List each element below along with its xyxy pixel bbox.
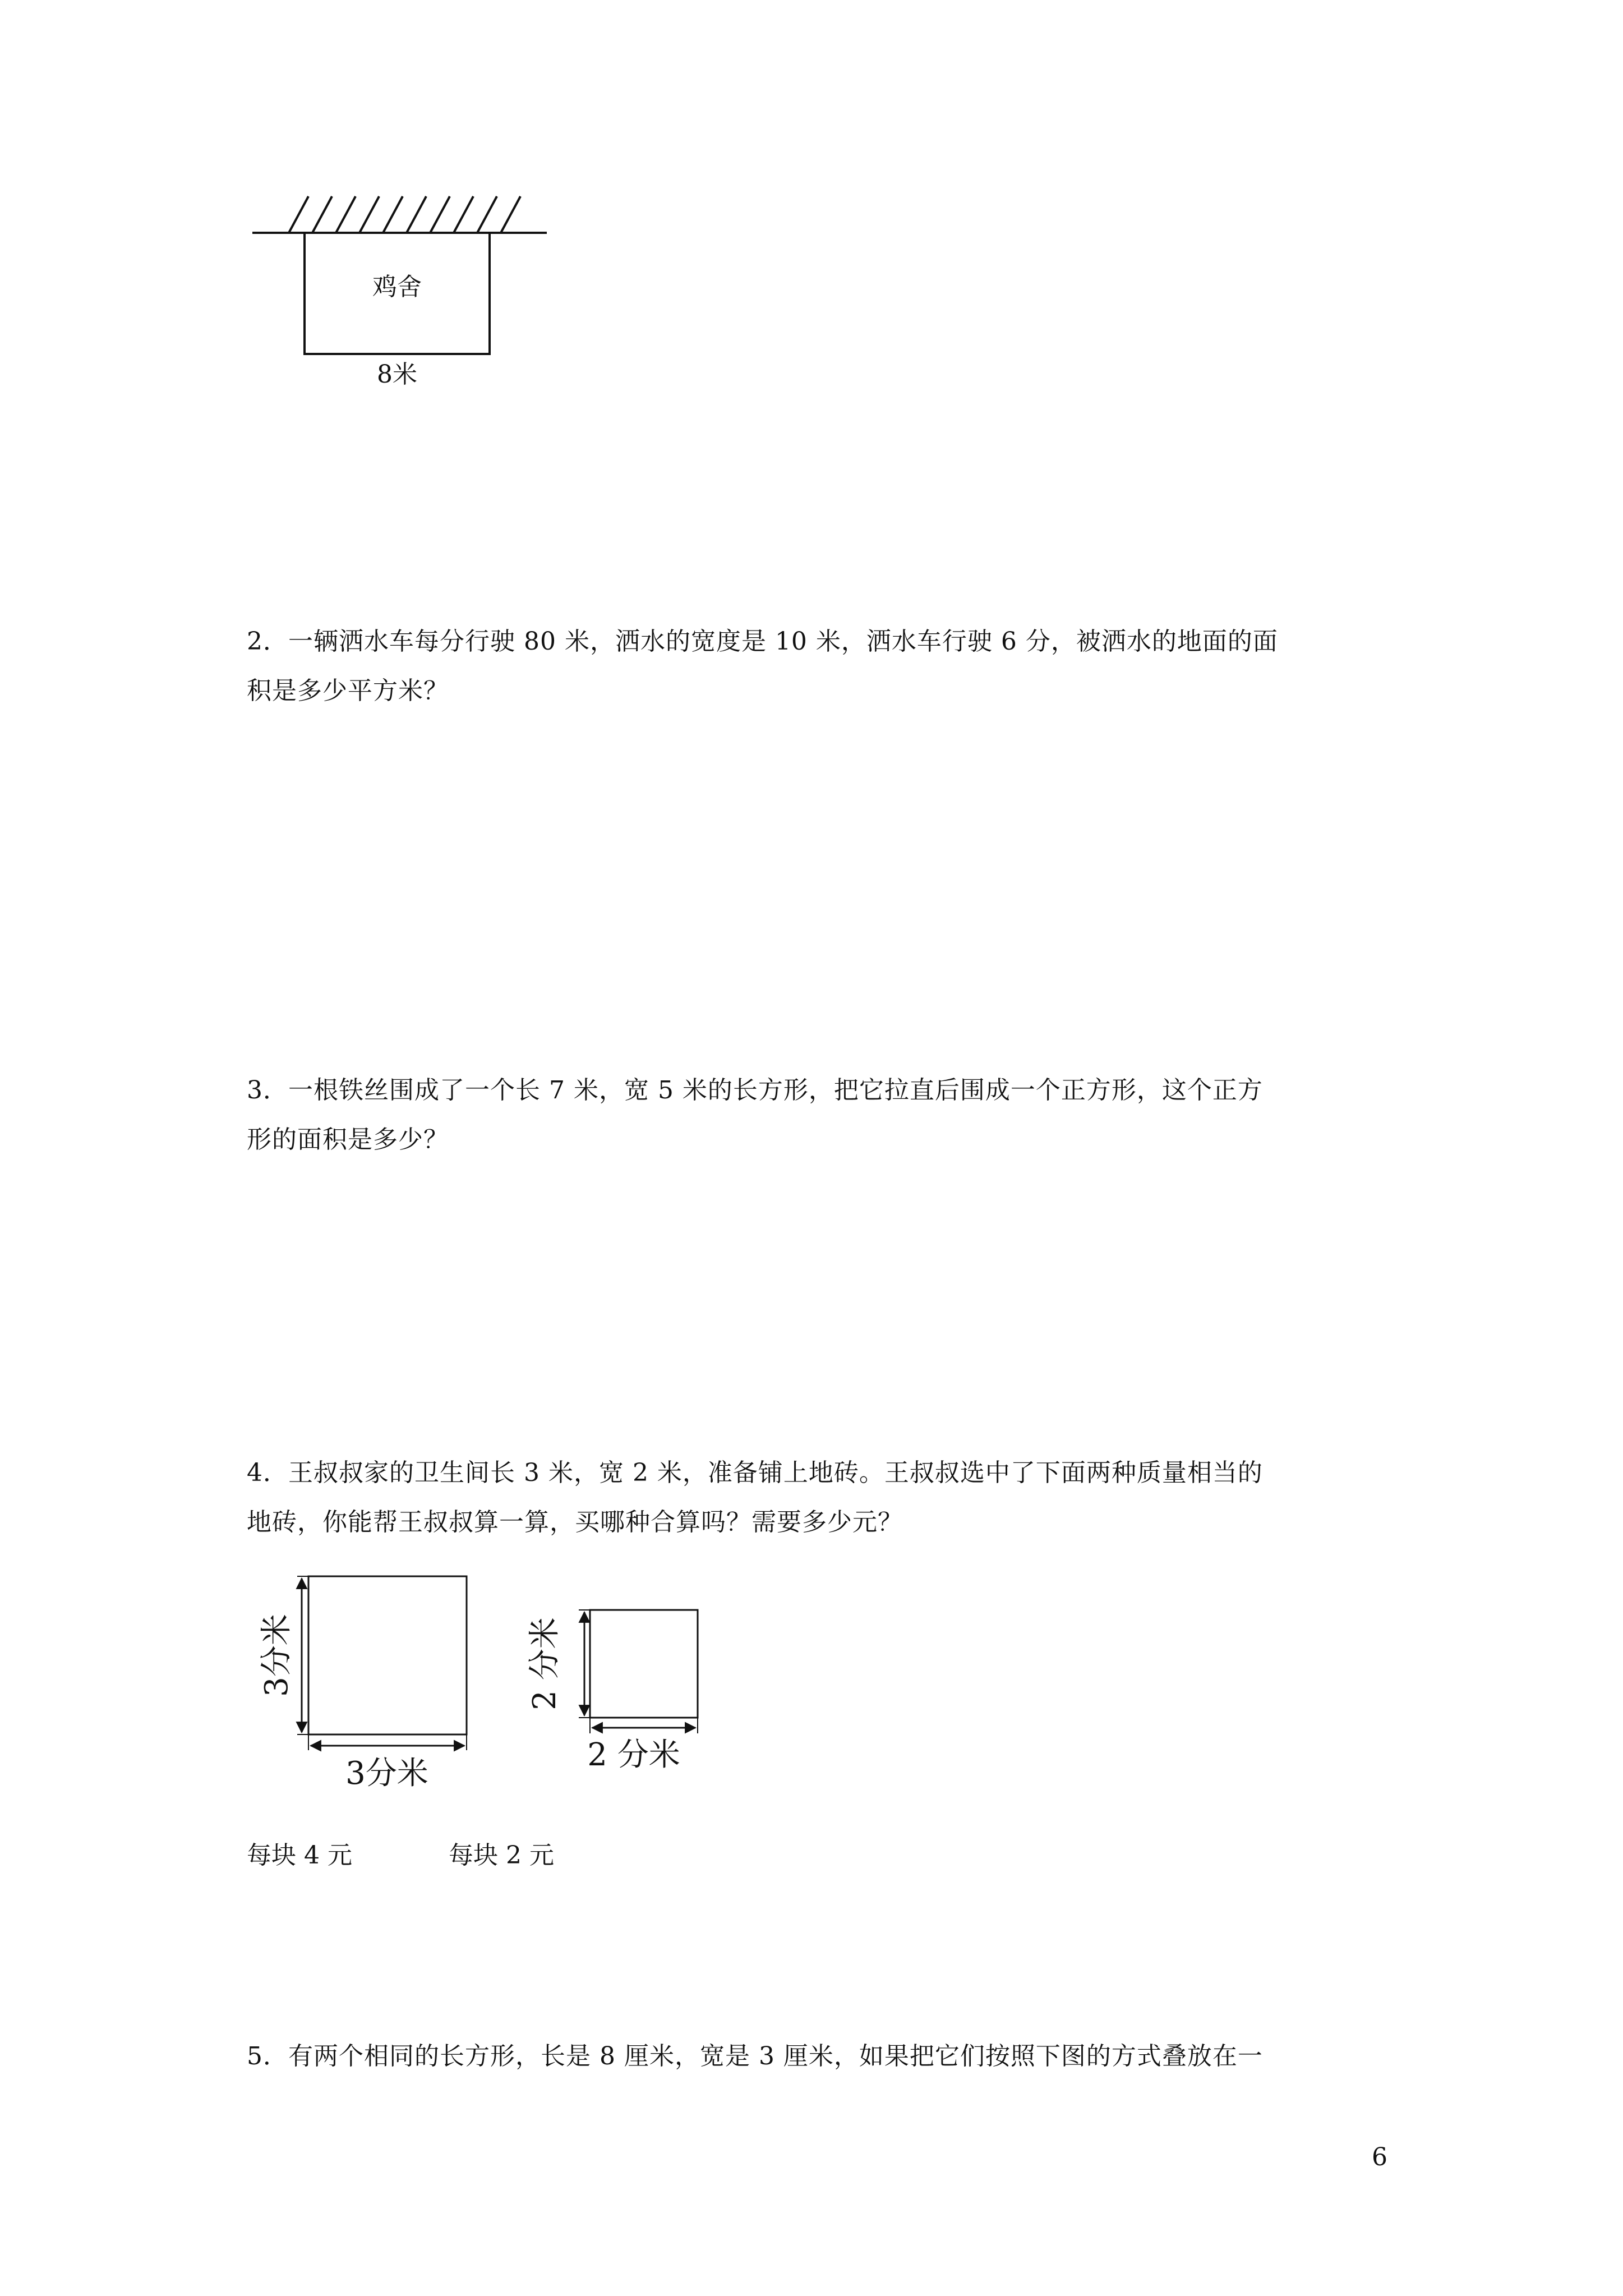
tile-small — [527, 1610, 698, 1773]
tile-large-price: 每块 4 元 — [247, 1841, 352, 1870]
question-5-line-1: 5．有两个相同的长方形，长是 8 厘米，宽是 3 厘米，如果把它们按照下图的方式叠放在一 — [247, 2042, 1263, 2070]
tile-large — [259, 1576, 467, 1792]
page-number: 6 — [1372, 2143, 1387, 2171]
coop-label: 鸡舍 — [372, 273, 422, 301]
tile-large-width-label: 3分米 — [345, 1755, 428, 1792]
tile-small-square — [590, 1610, 698, 1718]
tile-figures — [247, 1565, 751, 1801]
tile-small-width-label: 2 分米 — [587, 1737, 680, 1773]
tile-small-price: 每块 2 元 — [449, 1841, 554, 1870]
coop-width-label: 8米 — [377, 360, 417, 389]
question-4 — [247, 1448, 1396, 1547]
wall-hatching — [289, 196, 520, 233]
tile-large-height-label: 3分米 — [259, 1614, 295, 1697]
tile-small-height-label: 2 分米 — [527, 1617, 563, 1710]
question-2 — [247, 617, 1396, 716]
question-5 — [247, 2032, 1396, 2081]
question-3-line-1: 3．一根铁丝围成了一个长 7 米，宽 5 米的长方形，把它拉直后围成一个正方形，这个正方 — [247, 1076, 1263, 1105]
question-3 — [247, 1066, 1396, 1165]
chicken-coop-figure — [241, 185, 566, 393]
question-2-line-2: 积是多少平方米？ — [247, 677, 449, 705]
question-4-line-2: 地砖，你能帮王叔叔算一算，买哪种合算吗？需要多少元？ — [247, 1508, 903, 1536]
question-4-line-1: 4．王叔叔家的卫生间长 3 米，宽 2 米，准备铺上地砖。王叔叔选中了下面两种质量相当的 — [247, 1458, 1263, 1487]
question-2-line-1: 2．一辆洒水车每分行驶 80 米，洒水的宽度是 10 米，洒水车行驶 6 分，被洒水的地面的面 — [247, 627, 1278, 656]
question-3-line-2: 形的面积是多少？ — [247, 1125, 449, 1154]
tile-large-square — [308, 1576, 467, 1734]
